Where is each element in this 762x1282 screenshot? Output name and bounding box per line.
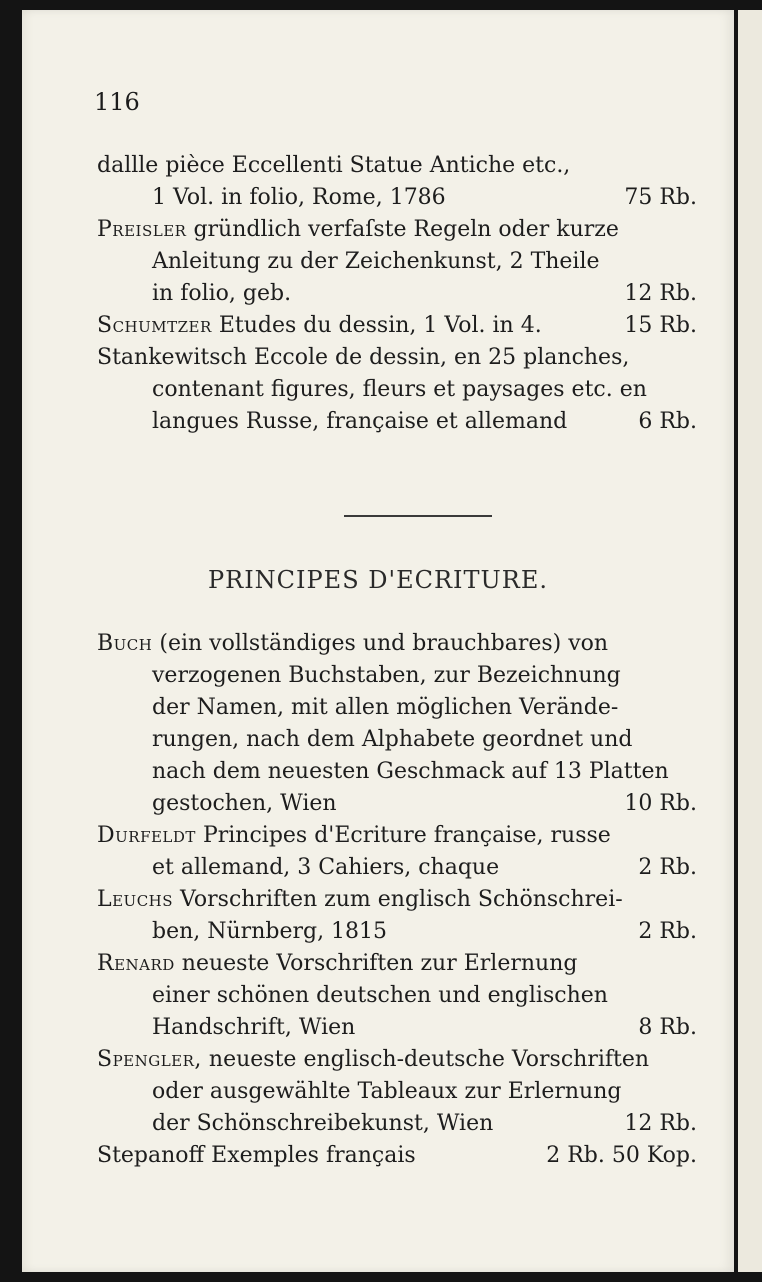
- entry-text: Stepanoff Exemples français: [97, 1143, 416, 1168]
- entry-line: [97, 628, 697, 660]
- entry-text: in folio, geb.: [152, 281, 292, 306]
- entry-line: [97, 660, 697, 692]
- entry-text: contenant figures, fleurs et paysages etc. en: [152, 377, 647, 402]
- entry-text: rungen, nach dem Alphabete geordnet und: [152, 727, 633, 752]
- entry-price: 12 Rb.: [624, 1111, 697, 1136]
- catalog-entry: [97, 628, 697, 820]
- entry-price: 75 Rb.: [624, 185, 697, 210]
- entry-text: neueste englisch-deutsche Vorschriften: [208, 1047, 650, 1072]
- entry-text: dallle pièce Eccellenti Statue Antiche etc.,: [97, 153, 571, 178]
- catalog-entry: [97, 310, 697, 342]
- entry-author: Leuchs: [97, 887, 174, 912]
- entry-text: et allemand, 3 Cahiers, chaque: [152, 855, 500, 880]
- entry-text: 1 Vol. in folio, Rome, 1786: [152, 185, 446, 210]
- catalog-entry: [97, 1044, 697, 1140]
- entry-price: 2 Rb. 50 Kop.: [546, 1143, 697, 1168]
- entry-line: [97, 1076, 697, 1108]
- entry-author: Schumtzer: [97, 313, 212, 338]
- entry-price: 6 Rb.: [638, 409, 697, 434]
- entry-text: Principes d'Ecriture française, russe: [202, 823, 611, 848]
- entry-line: [97, 342, 697, 374]
- top-entry-list: [97, 150, 697, 438]
- catalog-entry: [97, 150, 697, 214]
- entry-text: gründlich verfaſste Regeln oder kurze: [193, 217, 619, 242]
- entry-line: [97, 1044, 697, 1076]
- entry-price: 15 Rb.: [624, 313, 697, 338]
- catalog-entry: [97, 1140, 697, 1172]
- entry-line: [97, 756, 697, 788]
- entry-text: neueste Vorschriften zur Erlernung: [181, 951, 578, 976]
- next-page-edge: [738, 10, 762, 1272]
- entry-author: Durfeldt: [97, 823, 196, 848]
- entry-line: [97, 916, 697, 948]
- entry-line: [97, 692, 697, 724]
- entry-price: 8 Rb.: [638, 1015, 697, 1040]
- entry-line: [97, 182, 697, 214]
- entry-line: [97, 788, 697, 820]
- entry-text: der Schönschreibekunst, Wien: [152, 1111, 494, 1136]
- entry-text: gestochen, Wien: [152, 791, 337, 816]
- entry-line: [97, 1108, 697, 1140]
- entry-price: 10 Rb.: [624, 791, 697, 816]
- entry-line: [97, 406, 697, 438]
- entry-line: [97, 246, 697, 278]
- entry-text: Handschrift, Wien: [152, 1015, 356, 1040]
- entry-line: [97, 980, 697, 1012]
- catalog-entry: [97, 948, 697, 1044]
- entry-author: Spengler,: [97, 1047, 202, 1072]
- entry-line: [97, 150, 697, 182]
- entry-text: der Namen, mit allen möglichen Verände-: [152, 695, 619, 720]
- entry-price: 12 Rb.: [624, 281, 697, 306]
- entry-line: [97, 214, 697, 246]
- entry-text: Anleitung zu der Zeichenkunst, 2 Theile: [152, 249, 600, 274]
- entry-text: langues Russe, française et allemand: [152, 409, 568, 434]
- entry-text: ben, Nürnberg, 1815: [152, 919, 388, 944]
- entry-line: [97, 852, 697, 884]
- entry-line: [97, 820, 697, 852]
- entry-line: [97, 374, 697, 406]
- entry-price: 2 Rb.: [638, 855, 697, 880]
- bottom-entry-list: [97, 628, 697, 1172]
- entry-text: einer schönen deutschen und englischen: [152, 983, 608, 1008]
- entry-line: [97, 310, 697, 342]
- entry-text: verzogenen Buchstaben, zur Bezeichnung: [152, 663, 621, 688]
- entry-text: (ein vollständiges und brauchbares) von: [159, 631, 609, 656]
- entry-text: Stankewitsch Eccole de dessin, en 25 planches,: [97, 345, 630, 370]
- section-divider: [344, 515, 492, 517]
- entry-line: [97, 724, 697, 756]
- entry-line: [97, 948, 697, 980]
- catalog-entry: [97, 884, 697, 948]
- entry-line: [97, 884, 697, 916]
- entry-price: 2 Rb.: [638, 919, 697, 944]
- entry-text: nach dem neuesten Geschmack auf 13 Platten: [152, 759, 669, 784]
- entry-line: [97, 278, 697, 310]
- entry-text: oder ausgewählte Tableaux zur Erlernung: [152, 1079, 622, 1104]
- entry-text: Etudes du dessin, 1 Vol. in 4.: [218, 313, 542, 338]
- entry-author: Preisler: [97, 217, 187, 242]
- entry-text: Vorschriften zum englisch Schönschrei-: [180, 887, 623, 912]
- entry-line: [97, 1140, 697, 1172]
- entry-line: [97, 1012, 697, 1044]
- entry-author: Buch: [97, 631, 153, 656]
- catalog-entry: [97, 820, 697, 884]
- page-number: 116: [94, 88, 140, 116]
- section-heading: PRINCIPES D'ECRITURE.: [207, 566, 548, 594]
- catalog-entry: [97, 342, 697, 438]
- catalog-entry: [97, 214, 697, 310]
- entry-author: Renard: [97, 951, 175, 976]
- book-page: [22, 10, 734, 1272]
